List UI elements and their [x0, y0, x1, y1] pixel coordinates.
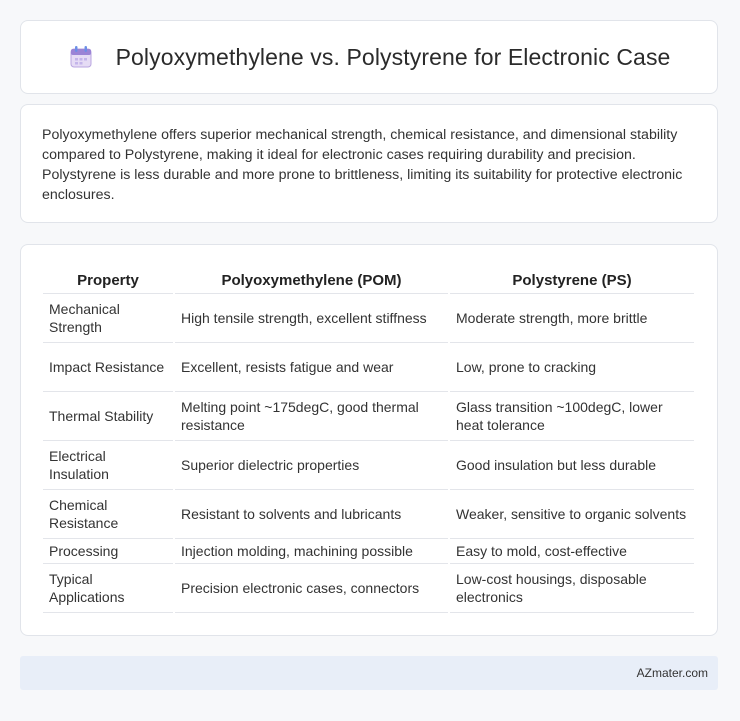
header-property: Property — [43, 263, 173, 294]
cell-ps: Glass transition ~100degC, lower heat tolerance — [450, 392, 694, 441]
table-row — [43, 490, 694, 539]
table-row — [43, 539, 694, 564]
cell-pom: Resistant to solvents and lubricants — [175, 490, 448, 539]
summary-card — [20, 104, 718, 223]
cell-property: Impact Resistance — [43, 343, 173, 392]
comparison-table-card — [20, 244, 718, 636]
calendar-icon — [68, 44, 94, 70]
cell-pom: Injection molding, machining possible — [175, 539, 448, 564]
cell-pom: Superior dielectric properties — [175, 441, 448, 490]
comparison-table — [41, 263, 696, 613]
cell-property: Typical Applications — [43, 564, 173, 613]
cell-pom: Excellent, resists fatigue and wear — [175, 343, 448, 392]
cell-property: Mechanical Strength — [43, 294, 173, 343]
cell-property: Thermal Stability — [43, 392, 173, 441]
page-title: Polyoxymethylene vs. Polystyrene for Electronic Case — [115, 43, 671, 70]
table-header-row — [43, 263, 694, 294]
cell-pom: Precision electronic cases, connectors — [175, 564, 448, 613]
header-ps: Polystyrene (PS) — [450, 263, 694, 294]
cell-ps: Low-cost housings, disposable electronics — [450, 564, 694, 613]
summary-text: Polyoxymethylene offers superior mechanical strength, chemical resistance, and dimensional stability compared to Polystyrene, making it ideal for electronic cases requiring durability and precision. Polystyrene is less durable and more prone to brittleness, limiting its suitability for protective electronic enclosures. — [42, 127, 683, 203]
cell-property: Electrical Insulation — [43, 441, 173, 490]
cell-ps: Low, prone to cracking — [450, 343, 694, 392]
table-row — [43, 294, 694, 343]
footer-bar — [20, 656, 718, 690]
table-row — [43, 343, 694, 392]
table-row — [43, 392, 694, 441]
cell-ps: Moderate strength, more brittle — [450, 294, 694, 343]
cell-pom: High tensile strength, excellent stiffness — [175, 294, 448, 343]
cell-ps: Easy to mold, cost-effective — [450, 539, 694, 564]
table-row — [43, 564, 694, 613]
title-card — [20, 20, 718, 94]
cell-property: Processing — [43, 539, 173, 564]
cell-property: Chemical Resistance — [43, 490, 173, 539]
cell-ps: Weaker, sensitive to organic solvents — [450, 490, 694, 539]
table-row — [43, 441, 694, 490]
cell-pom: Melting point ~175degC, good thermal resistance — [175, 392, 448, 441]
header-pom: Polyoxymethylene (POM) — [175, 263, 448, 294]
cell-ps: Good insulation but less durable — [450, 441, 694, 490]
footer-brand: AZmater.com — [636, 666, 708, 680]
